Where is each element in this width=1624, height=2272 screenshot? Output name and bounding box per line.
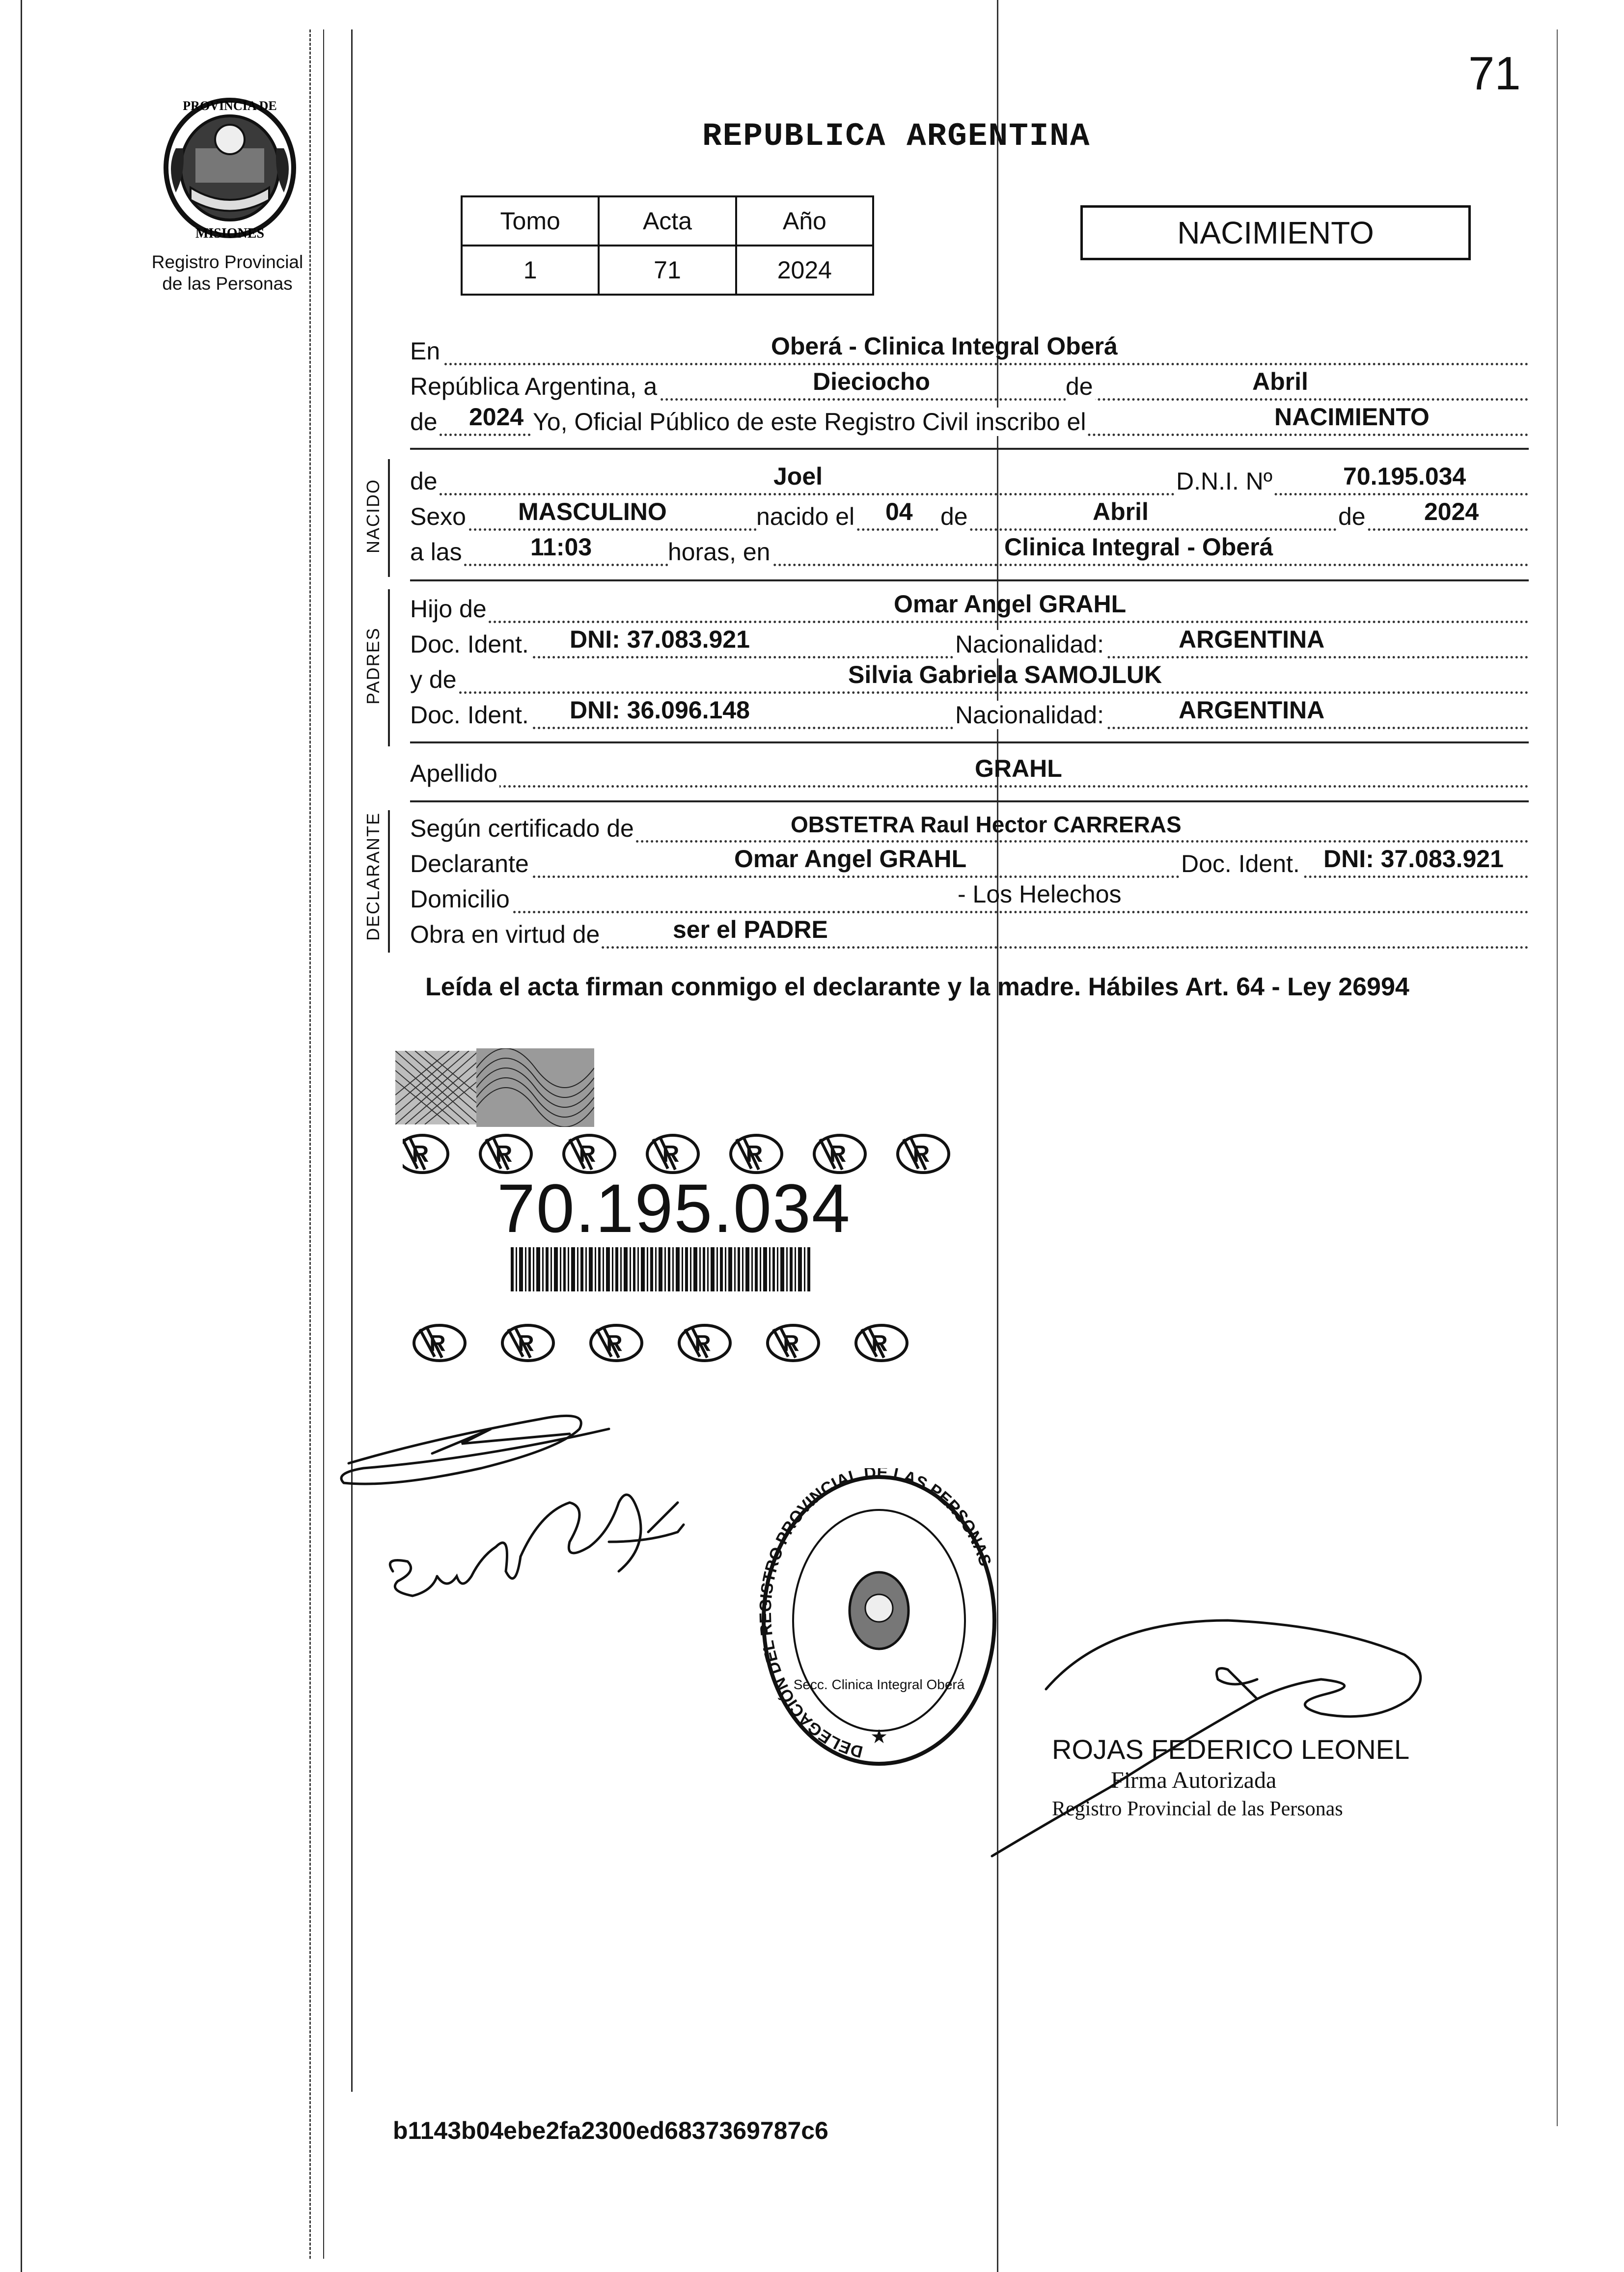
page-number: 71 — [1468, 47, 1521, 100]
svg-text:R: R — [871, 1330, 888, 1356]
doc-ident-label: Doc. Ident. — [410, 630, 531, 658]
svg-text:R: R — [578, 1141, 596, 1167]
a-las-label: a las — [410, 538, 464, 566]
obra-label: Obra en virtud de — [410, 920, 602, 949]
child-sex: MASCULINO — [518, 498, 667, 525]
padres-row-1 — [410, 592, 1529, 626]
record-table — [461, 195, 874, 296]
sexo-label: Sexo — [410, 502, 468, 531]
stamp-inner-text: Secc. Clinica Integral Oberá — [793, 1677, 965, 1692]
de-label: de — [1338, 502, 1368, 531]
certificate-issuer: OBSTETRA Raul Hector CARRERAS — [791, 812, 1182, 837]
registry-caption-line1: Registro Provincial — [151, 252, 303, 272]
mother-name: Silvia Gabriela SAMOJLUK — [848, 661, 1162, 688]
apellido-label: Apellido — [410, 759, 499, 788]
nacido-de-label: de — [410, 467, 440, 495]
nacionalidad-label: Nacionalidad: — [955, 701, 1106, 729]
barcode-icon — [511, 1247, 810, 1291]
registration-month: Abril — [1252, 368, 1308, 395]
nacido-row-3 — [410, 535, 1529, 569]
event-type: NACIMIENTO — [1274, 403, 1430, 431]
father-doc: DNI: 37.083.921 — [570, 626, 750, 653]
birth-day: 04 — [885, 498, 913, 525]
birth-month: Abril — [1093, 498, 1149, 525]
en-label: En — [410, 337, 442, 365]
birth-time: 11:03 — [530, 533, 592, 561]
doc-ident-label: Doc. Ident. — [410, 701, 531, 729]
right-edge-line — [1557, 29, 1558, 2126]
svg-text:R: R — [495, 1141, 513, 1167]
stamp-outer-text: DELEGACIÓN DEL REGISTRO PROVINCIAL DE LAS PERSONAS — [756, 1468, 995, 1761]
declarante-row-2 — [410, 847, 1529, 881]
section-divider — [410, 579, 1529, 581]
padres-row-3 — [410, 662, 1529, 697]
svg-text:R: R — [694, 1330, 711, 1356]
svg-text:★: ★ — [870, 1726, 888, 1748]
svg-text:R: R — [783, 1330, 799, 1356]
certificado-label: Según certificado de — [410, 814, 636, 843]
domicilio-label: Domicilio — [410, 885, 512, 913]
declarante-bracket — [388, 810, 390, 953]
country-title: REPUBLICA ARGENTINA — [702, 118, 1091, 155]
id-number: 70.195.034 — [497, 1170, 851, 1247]
acta-value: 71 — [599, 246, 736, 295]
child-dni: 70.195.034 — [1343, 463, 1466, 490]
registry-caption-line2: de las Personas — [162, 274, 293, 294]
declarante-row-4 — [410, 917, 1529, 952]
declarante-doc: DNI: 37.083.921 — [1323, 845, 1504, 873]
hijo-de-label: Hijo de — [410, 595, 489, 623]
svg-text:R: R — [429, 1330, 446, 1356]
section-divider — [410, 741, 1529, 743]
intro-row-2 — [410, 369, 1529, 404]
declarante-row-3 — [410, 882, 1529, 916]
svg-text:R: R — [606, 1330, 623, 1356]
apellido-row — [410, 756, 1529, 791]
intro-row-1 — [410, 334, 1529, 368]
registry-caption — [146, 251, 308, 295]
tomo-value: 1 — [462, 246, 599, 295]
svg-text:R: R — [829, 1141, 847, 1167]
misiones-emblem-icon — [156, 94, 303, 246]
margin-line — [323, 29, 324, 2259]
svg-text:R: R — [412, 1141, 429, 1167]
padres-row-4 — [410, 698, 1529, 732]
domicilio-value: - Los Helechos — [958, 880, 1122, 908]
section-divider — [410, 448, 1529, 450]
obra-value: ser el PADRE — [673, 916, 828, 943]
record-table-header: Tomo — [462, 196, 599, 246]
official-signature-icon — [982, 1581, 1473, 1876]
declarante-row-1 — [410, 811, 1529, 846]
padres-bracket — [388, 589, 390, 746]
document-type-box: NACIMIENTO — [1080, 205, 1471, 260]
de-label: de — [940, 502, 970, 531]
apellido-value: GRAHL — [975, 755, 1062, 782]
left-edge-line — [21, 0, 22, 2272]
dashed-margin-line — [309, 29, 311, 2259]
mother-nationality: ARGENTINA — [1179, 696, 1325, 724]
registration-year: 2024 — [469, 403, 524, 431]
official-stamp-icon — [756, 1468, 1002, 1773]
republica-label: República Argentina, a — [410, 372, 659, 401]
declarante-name: Omar Angel GRAHL — [734, 845, 967, 873]
document-hash: b1143b04ebe2fa2300ed6837369787c6 — [393, 2117, 828, 2144]
svg-text:R: R — [745, 1141, 763, 1167]
birth-place: Clinica Integral - Oberá — [1004, 533, 1273, 561]
nacido-section-label: NACIDO — [363, 479, 383, 554]
security-pattern-icon — [395, 1051, 479, 1124]
security-pattern-icon — [476, 1048, 594, 1127]
birth-year: 2024 — [1424, 498, 1479, 525]
emblem-bottom-text: MISIONES — [195, 226, 265, 241]
nacionalidad-label: Nacionalidad: — [955, 630, 1106, 658]
father-nationality: ARGENTINA — [1179, 626, 1325, 653]
nacido-row-1 — [410, 464, 1529, 498]
father-name: Omar Angel GRAHL — [894, 590, 1127, 618]
emblem-top-text: PROVINCIA DE — [183, 99, 277, 113]
signer-role: Firma Autorizada — [1111, 1767, 1277, 1793]
signer-name: ROJAS FEDERICO LEONEL — [1052, 1734, 1410, 1765]
dni-label: D.N.I. Nº — [1176, 467, 1274, 495]
child-name: Joel — [773, 463, 823, 490]
declarant-signature-icon — [334, 1385, 776, 1660]
year-prefix-label: de — [410, 408, 440, 436]
de-label: de — [1066, 372, 1095, 401]
padres-row-2 — [410, 627, 1529, 661]
svg-text:R: R — [662, 1141, 680, 1167]
mother-doc: DNI: 36.096.148 — [570, 696, 750, 724]
nacido-bracket — [388, 459, 390, 577]
anio-value: 2024 — [736, 246, 873, 295]
doc-ident-label: Doc. Ident. — [1181, 849, 1302, 878]
y-de-label: y de — [410, 665, 459, 694]
registration-day: Dieciocho — [813, 368, 930, 395]
record-table-header: Año — [736, 196, 873, 246]
section-divider — [410, 800, 1529, 802]
declarante-section-label: DECLARANTE — [363, 812, 383, 941]
nacido-row-2 — [410, 499, 1529, 534]
registration-place: Oberá - Clinica Integral Oberá — [771, 332, 1118, 360]
padres-section-label: PADRES — [363, 627, 383, 705]
inner-margin-line — [351, 29, 353, 2092]
signer-organization: Registro Provincial de las Personas — [1052, 1798, 1343, 1820]
registered-mark-row — [410, 1321, 990, 1365]
declarante-label: Declarante — [410, 849, 531, 878]
record-table-header: Acta — [599, 196, 736, 246]
nacido-el-label: nacido el — [756, 502, 856, 531]
svg-text:R: R — [912, 1141, 930, 1167]
horas-label: horas, en — [668, 538, 772, 566]
svg-text:R: R — [518, 1330, 534, 1356]
official-text: Yo, Oficial Público de este Registro Civil inscribo el — [533, 408, 1088, 436]
intro-row-3 — [410, 405, 1529, 439]
closing-note: Leída el acta firman conmigo el declarante y la madre. Hábiles Art. 64 - Ley 26994 — [425, 973, 1409, 1001]
